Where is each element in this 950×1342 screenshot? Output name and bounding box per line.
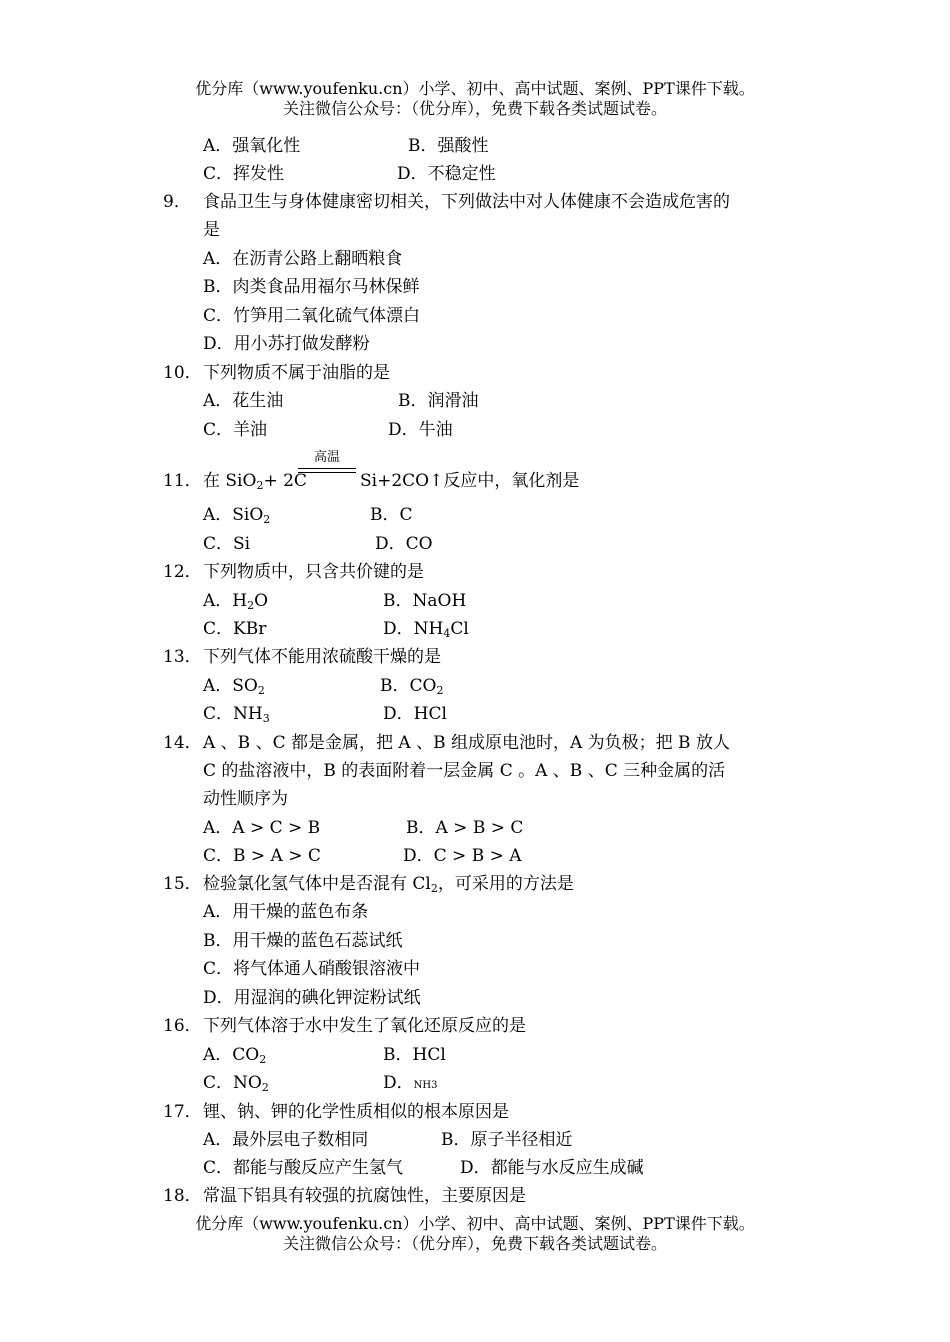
q12-option-d: D．$NH_4Cl$	[383, 619, 469, 640]
q10-option-b: B．润滑油	[398, 391, 479, 411]
q12-number: 12．	[163, 562, 202, 582]
q9-text-line-2: 是	[203, 220, 220, 240]
q8-option-b: B．强酸性	[408, 136, 489, 156]
q15-option-a: A．用干燥的蓝色布条	[203, 902, 369, 922]
q11-number: 11．	[163, 471, 202, 491]
q8-option-a: A．强氧化性	[203, 136, 301, 156]
q11-option-a: A．SiO$_2$	[203, 505, 271, 526]
q13-text: 下列气体不能用浓硫酸干燥的是	[203, 647, 441, 667]
q10-text: 下列物质不属于油脂的是	[203, 363, 390, 383]
q12-option-c: C．KBr	[203, 619, 267, 639]
q14-option-b: B．A > B > C	[406, 818, 524, 838]
q10-option-c: C．羊油	[203, 420, 268, 440]
q10-number: 10．	[163, 363, 202, 383]
q17-option-c: C．都能与酸反应产生氢气	[203, 1158, 404, 1178]
q17-text: 锂、钠、钾的化学性质相似的根本原因是	[203, 1102, 509, 1122]
q16-number: 16．	[163, 1016, 202, 1036]
q18-number: 18．	[163, 1186, 202, 1206]
q14-number: 14．	[163, 733, 202, 753]
reaction-condition: 高温	[313, 450, 340, 465]
header-line-1: 优分库（www.youfenku.cn）小学、初中、高中试题、案例、PPT课件下载。	[195, 79, 755, 98]
q9-number: 9．	[163, 192, 191, 212]
q18-text: 常温下铝具有较强的抗腐蚀性，主要原因是	[203, 1186, 526, 1206]
q16-option-b: B．HCl	[383, 1045, 446, 1065]
q9-text-line-1: 食品卫生与身体健康密切相关，下列做法中对人体健康不会造成危害的	[203, 192, 730, 212]
q8-option-d: D．不稳定性	[397, 164, 496, 184]
q14-option-d: D．C > B > A	[403, 846, 522, 866]
q11-equation-left: 在 SiO$_2$+ 2C	[203, 471, 307, 492]
q12-option-b: B．NaOH	[383, 591, 467, 611]
q11-option-d: D．CO	[375, 534, 433, 554]
q14-text-line-1: A 、B 、C 都是金属，把 A 、B 组成原电池时，A 为负极；把 B 放人	[203, 733, 730, 753]
q16-option-c: C．$NO_2$	[203, 1073, 269, 1094]
q14-text-line-2: C 的盐溶液中，B 的表面附着一层金属 C 。A 、B 、C 三种金属的活	[203, 761, 726, 781]
q13-option-a: A．$SO_2$	[203, 676, 265, 697]
footer-line-1: 优分库（www.youfenku.cn）小学、初中、高中试题、案例、PPT课件下载。	[195, 1214, 755, 1233]
q12-text: 下列物质中，只含共价键的是	[203, 562, 424, 582]
q16-text: 下列气体溶于水中发生了氧化还原反应的是	[203, 1016, 526, 1036]
q13-number: 13．	[163, 647, 202, 667]
q14-option-c: C．B > A > C	[203, 846, 321, 866]
q12-option-a: A．$H_2O$	[203, 591, 269, 612]
page-header	[0, 79, 950, 119]
footer-line-2: 关注微信公众号：（优分库），免费下载各类试题试卷。	[282, 1234, 667, 1253]
q14-text-line-3: 动性顺序为	[203, 789, 288, 809]
q17-option-b: B．原子半径相近	[441, 1130, 573, 1150]
q14-option-a: A．A > C > B	[203, 818, 321, 838]
q15-option-c: C．将气体通人硝酸银溶液中	[203, 959, 421, 979]
q15-option-d: D．用湿润的碘化钾淀粉试纸	[203, 988, 421, 1008]
header-line-2: 关注微信公众号：（优分库），免费下载各类试题试卷。	[282, 99, 667, 118]
q9-option-a: A．在沥青公路上翻晒粮食	[203, 249, 403, 269]
q16-option-a: A．$CO_2$	[203, 1045, 267, 1066]
q17-option-d: D．都能与水反应生成碱	[460, 1158, 644, 1178]
q11-equation-right: Si+2CO↑反应中，氧化剂是	[360, 471, 580, 491]
q9-option-b: B．肉类食品用福尔马林保鲜	[203, 277, 420, 297]
q9-option-d: D．用小苏打做发酵粉	[203, 334, 370, 354]
q13-option-b: B．$CO_2$	[380, 676, 444, 697]
q15-option-b: B．用干燥的蓝色石蕊试纸	[203, 931, 403, 951]
q11-option-b: B．C	[370, 505, 413, 525]
q10-option-d: D．牛油	[388, 420, 453, 440]
q17-number: 17．	[163, 1102, 202, 1122]
q9-option-c: C．竹笋用二氧化硫气体漂白	[203, 306, 421, 326]
page-footer	[0, 1214, 950, 1254]
q15-text: 检验氯化氢气体中是否混有 $Cl_2$，可采用的方法是	[203, 874, 574, 895]
q13-option-d: D．HCl	[383, 704, 447, 724]
q16-option-d: D．NH3	[383, 1073, 438, 1093]
q8-option-c: C．挥发性	[203, 164, 285, 184]
q15-number: 15．	[163, 874, 202, 894]
q11-option-c: C．Si	[203, 534, 251, 554]
q17-option-a: A．最外层电子数相同	[203, 1130, 369, 1150]
q13-option-c: C．$NH_3$	[203, 704, 270, 725]
q10-option-a: A．花生油	[203, 391, 284, 411]
